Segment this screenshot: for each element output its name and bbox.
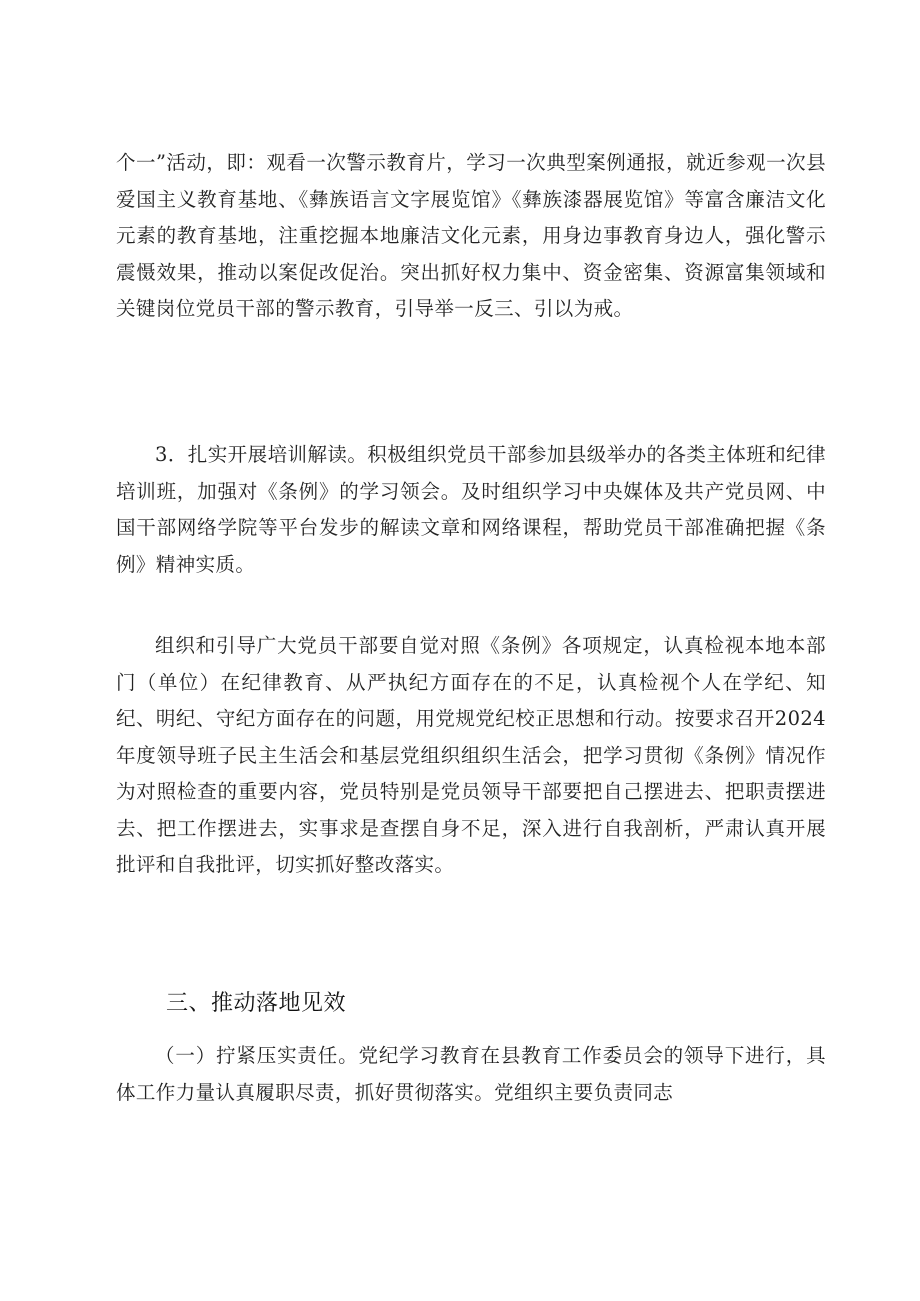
section-heading: 三、推动落地见效: [166, 991, 347, 1016]
paragraph-responsibility: （一）拧紧压实责任。党纪学习教育在县教育工作委员会的领导下进行，具体工作力量认真履职尽责，抓好贯彻落实。党组织主要负责同志: [116, 1044, 826, 1104]
paragraph-self-inspection: 组织和引导广大党员干部要自觉对照《条例》各项规定，认真检视本地本部门（单位）在纪律教育、从严执纪方面存在的不足，认真检视个人在学纪、知纪、明纪、守纪方面存在的问题，用党规党纪校正思想和行动。按要求召开2024年度领导班子民主生活会和基层党组织组织生活会，把学习贯彻《条例》情况作为对照检查的重要内容，党员特别是党员领导干部要把自己摆进去、把职责摆进去、把工作摆进去，实事求是查摆自身不足，深入进行自我剖析，严肃认真开展批评和自我批评，切实抓好整改落实。: [116, 634, 826, 876]
paragraph-warning-education: 个一”活动，即：观看一次警示教育片，学习一次典型案例通报，就近参观一次县爱国主义教育基地、《彝族语言文字展览馆》《彝族漆器展览馆》等富含廉洁文化元素的教育基地，注重挖掘本地廉洁文化元素，用身边事教育身边人，强化警示震慑效果，推动以案促改促治。突出抓好权力集中、资金密集、资源富集领域和关键岗位党员干部的警示教育，引导举一反三、引以为戒。: [116, 151, 826, 320]
paragraph-training: 3．扎实开展培训解读。积极组织党员干部参加县级举办的各类主体班和纪律培训班，加强对《条例》的学习领会。及时组织学习中央媒体及共产党员网、中国干部网络学院等平台发步的解读文章和网络课程，帮助党员干部准确把握《条例》精神实质。: [116, 443, 826, 576]
